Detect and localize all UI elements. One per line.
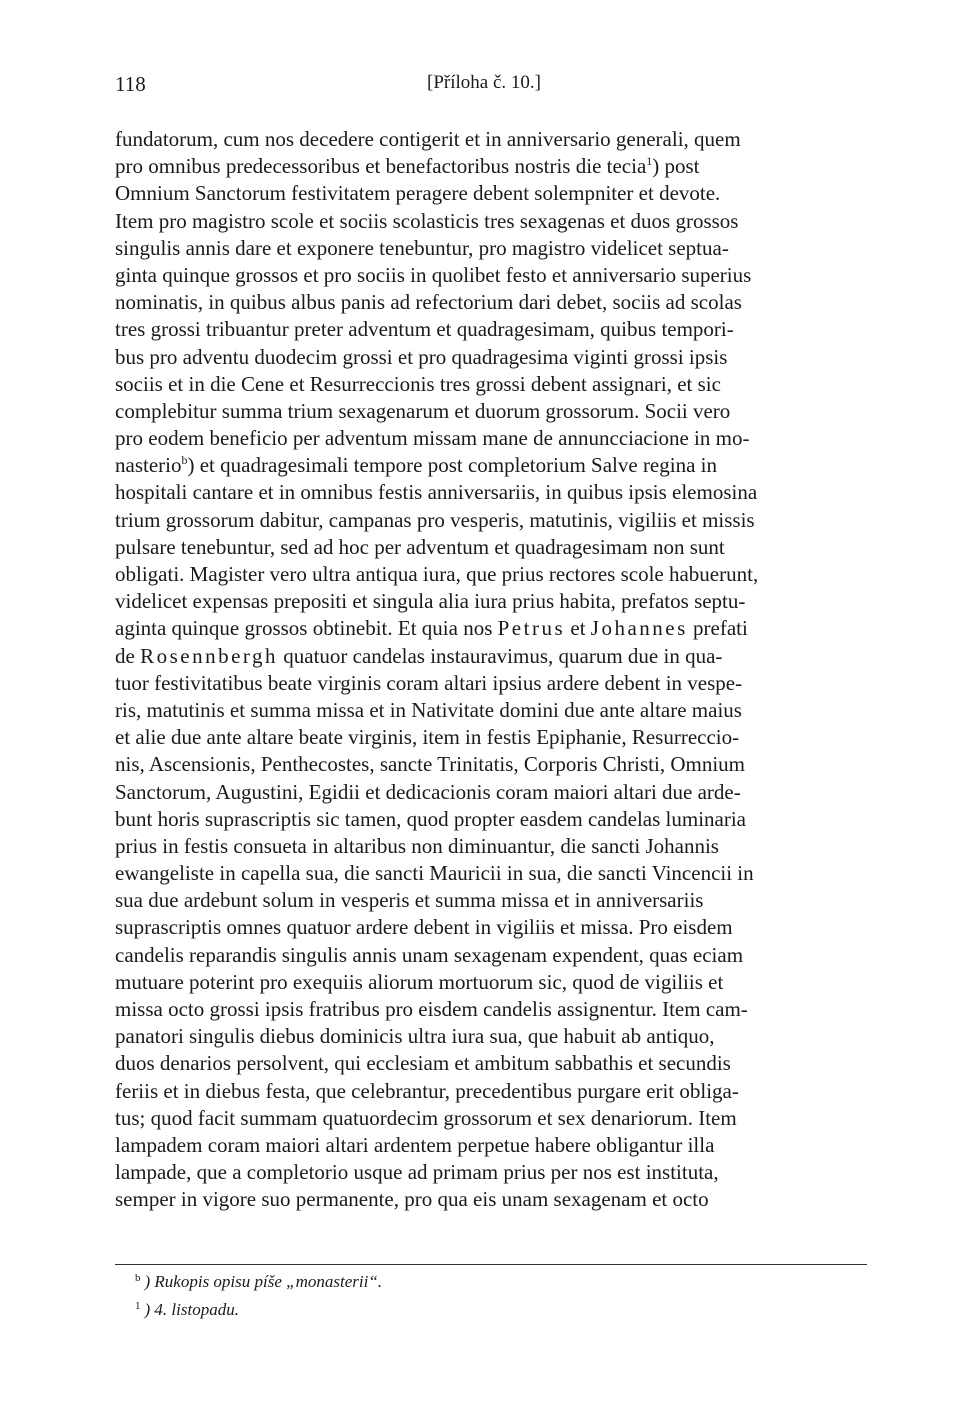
footnote — [135, 1266, 835, 1294]
text-line: sociis et in die Cene et Resurreccionis tres grossi debent assignari, et sic — [115, 371, 721, 396]
text-line: pro omnibus predecessoribus et benefactoribus nostris die tecia$^1$) post — [115, 154, 700, 179]
text-line: bus pro adventu duodecim grossi et pro quadragesima viginti grossi ipsis — [115, 344, 728, 369]
page-number: 118 — [115, 72, 146, 96]
text-line: missa octo grossi ipsis fratribus pro eisdem candelis assignentur. Item cam- — [115, 997, 748, 1021]
footnote-rule — [115, 1264, 867, 1265]
text-line: Sanctorum, Augustini, Egidii et dedicacionis coram maiori altari due arde- — [115, 779, 741, 804]
footnote — [135, 1294, 835, 1322]
spaced-name: Petrus — [497, 616, 566, 641]
text-line: obligati. Magister vero ultra antiqua iura, que prius rectores scole habuerunt, — [115, 562, 759, 586]
text-line: pulsare tenebuntur, sed ad hoc per adventum et quadragesimam non sunt — [115, 534, 725, 559]
text-line: duos denarios persolvent, qui ecclesiam et ambitum sabbathis et secundis — [115, 1051, 731, 1076]
text-line: trium grossorum dabitur, campanas pro vesperis, matutinis, vigiliis et missis — [115, 507, 755, 532]
text-line: lampade, que a completorio usque ad primam prius per nos est instituta, — [115, 1160, 719, 1185]
text-line: aginta quinque grossos obtinebit. Et quia nos Petrus et Johannes prefati — [115, 616, 748, 641]
text-line: Omnium Sanctorum festivitatem peragere debent solempniter et devote. — [115, 181, 721, 206]
footnote-ref: 1 — [646, 154, 653, 169]
spaced-name: Johannes — [590, 616, 688, 641]
body-text — [115, 126, 867, 1214]
text-line: hospitali cantare et in omnibus festis anniversariis, in quibus ipsis elemosina — [115, 480, 758, 505]
text-line: tus; quod facit summam quatuordecim grossorum et sex denariorum. Item — [115, 1105, 737, 1130]
text-line: singulis annis dare et exponere tenebuntur, pro magistro videlicet septua- — [115, 235, 729, 260]
text-line: feriis et in diebus festa, que celebrantur, precedentibus purgare erit obliga- — [115, 1078, 739, 1103]
footnote-mark: 1 — [135, 1300, 141, 1312]
text-line: de Rosennbergh quatuor candelas instauravimus, quarum due in qua- — [115, 643, 723, 668]
text-line: panatori singulis diebus dominicis ultra iura sua, que habuit ab antiquo, — [115, 1024, 715, 1049]
text-line: ginta quinque grossos et pro sociis in quolibet festo et anniversario superius — [115, 262, 752, 287]
text-line: fundatorum, cum nos decedere contigerit et in anniversario generali, quem — [115, 127, 741, 151]
footnote-ref: b — [181, 453, 188, 468]
text-line: pro eodem beneficio per adventum missam mane de annuncciacione in mo- — [115, 426, 750, 451]
footnote-text: ) 4. listopadu. — [144, 1300, 239, 1319]
text-line: nis, Ascensionis, Penthecostes, sancte Trinitatis, Corporis Christi, Omnium — [115, 752, 745, 777]
footnote-text: ) Rukopis opisu píše „monasterii“. — [144, 1272, 383, 1291]
footnote-mark: b — [135, 1272, 141, 1284]
spaced-name: Rosennbergh — [140, 643, 279, 668]
text-line: sua due ardebunt solum in vesperis et summa missa et in anniversariis — [115, 888, 704, 913]
text-line: Item pro magistro scole et sociis scolasticis tres sexagenas et duos grossos — [115, 208, 739, 233]
footnotes — [135, 1266, 835, 1322]
text-line: tuor festivitatibus beate virginis coram altari ipsius ardere debent in vespe- — [115, 670, 743, 695]
text-line: semper in vigore suo permanente, pro qua eis unam sexagenam et octo — [115, 1187, 709, 1212]
text-line: ris, matutinis et summa missa et in Nativitate domini due ante altare maius — [115, 697, 742, 722]
text-line: nasterio$^b$) et quadragesimali tempore post completorium Salve regina in — [115, 453, 717, 478]
page-header — [115, 66, 867, 106]
text-line: lampadem coram maiori altari ardentem perpetue habere obligantur illa — [115, 1132, 715, 1157]
text-line: mutuare poterint pro exequiis aliorum mortuorum sic, quod de vigiliis et — [115, 969, 724, 994]
text-line: candelis reparandis singulis annis unam sexagenam expendent, quas eciam — [115, 942, 744, 967]
running-head: [Příloha č. 10.] — [427, 72, 541, 93]
text-line: videlicet expensas prepositi et singula alia iura prius habita, prefatos septu- — [115, 589, 746, 614]
text-line: ewangeliste in capella sua, die sancti Mauricii in sua, die sancti Vincencii in — [115, 861, 754, 886]
text-line: tres grossi tribuantur preter adventum et quadragesimam, quibus tempori- — [115, 317, 734, 342]
text-line: et alie due ante altare beate virginis, item in festis Epiphanie, Resurreccio- — [115, 725, 740, 750]
text-line: prius in festis consueta in altaribus non diminuantur, die sancti Johannis — [115, 833, 719, 858]
text-line: bunt horis suprascriptis sic tamen, quod propter easdem candelas luminaria — [115, 806, 746, 831]
text-line: suprascriptis omnes quatuor ardere debent in vigiliis et missa. Pro eisdem — [115, 915, 733, 940]
text-line: complebitur summa trium sexagenarum et duorum grossorum. Socii vero — [115, 398, 731, 423]
text-line: nominatis, in quibus albus panis ad refectorium dari debet, sociis ad scolas — [115, 290, 742, 315]
